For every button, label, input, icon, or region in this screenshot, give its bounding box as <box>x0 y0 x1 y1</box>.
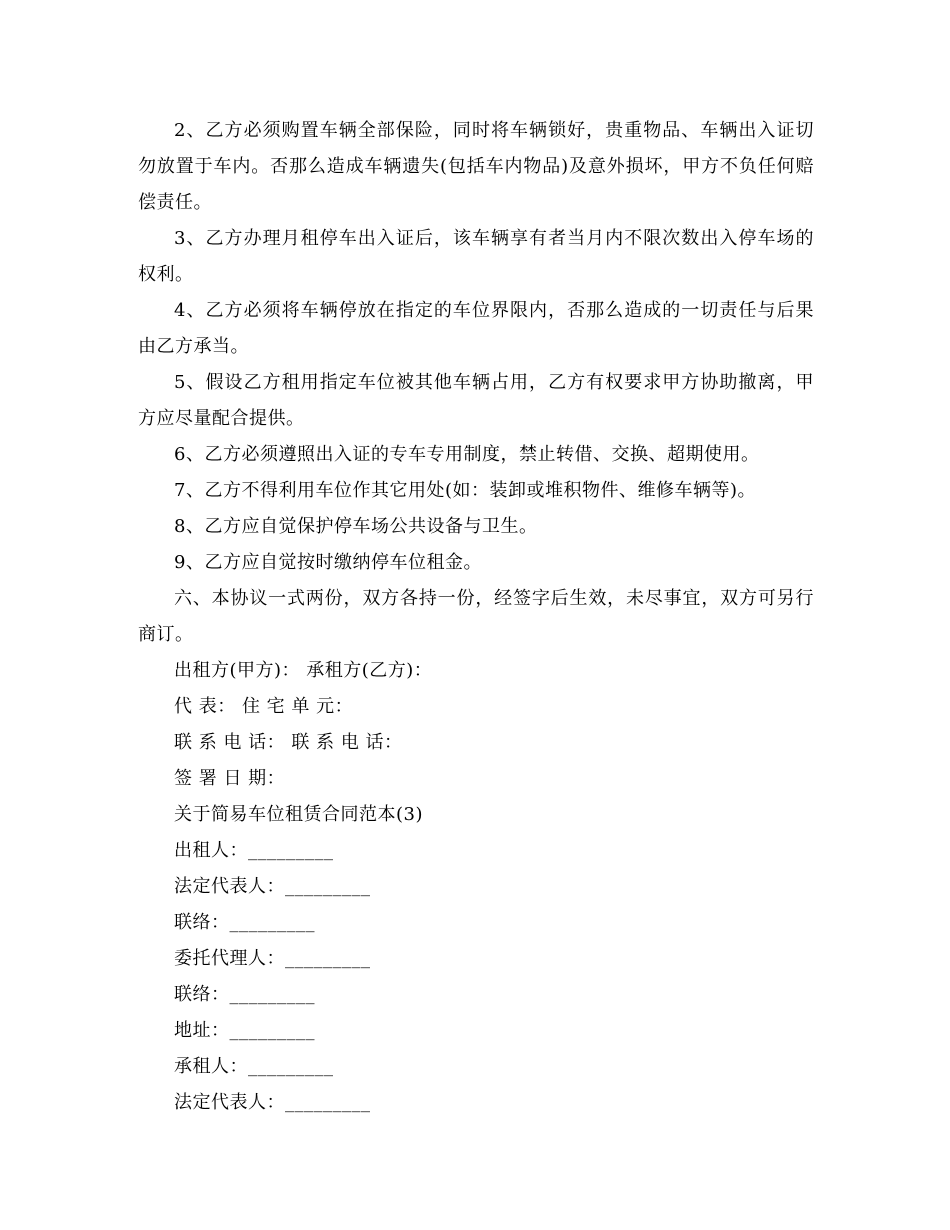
clause-8: 8、乙方应自觉保护停车场公共设备与卫生。 <box>174 516 538 537</box>
document-body <box>138 113 814 1121</box>
field-lessor-legal-rep: 法定代表人：_________ <box>174 876 371 897</box>
field-authorized-agent: 委托代理人：_________ <box>174 948 371 969</box>
signature-representative: 代 表： 住 宅 单 元： <box>174 696 354 717</box>
field-lessor-contact: 联络：_________ <box>174 912 315 933</box>
signature-parties: 出租方(甲方)： 承租方(乙方)： <box>174 660 433 681</box>
clause-5: 5、假设乙方租用指定车位被其他车辆占用，乙方有权要求甲方协助撤离，甲方应尽量配合提供。 <box>138 372 814 429</box>
field-agent-contact: 联络：_________ <box>174 984 315 1005</box>
signature-phone: 联 系 电 话： 联 系 电 话： <box>174 732 403 753</box>
clause-9: 9、乙方应自觉按时缴纳停车位租金。 <box>174 552 482 573</box>
clause-2: 2、乙方必须购置车辆全部保险，同时将车辆锁好，贵重物品、车辆出入证切勿放置于车内。否那么造成车辆遗失(包括车内物品)及意外损坏，甲方不负任何赔偿责任。 <box>138 120 814 213</box>
field-address: 地址：_________ <box>174 1020 315 1041</box>
clause-7: 7、乙方不得利用车位作其它用处(如：装卸或堆积物件、维修车辆等)。 <box>174 480 756 501</box>
field-lessee: 承租人：_________ <box>174 1056 334 1077</box>
clause-6: 6、乙方必须遵照出入证的专车专用制度，禁止转借、交换、超期使用。 <box>174 444 760 465</box>
field-lessee-legal-rep: 法定代表人：_________ <box>174 1092 371 1113</box>
clause-3: 3、乙方办理月租停车出入证后，该车辆享有者当月内不限次数出入停车场的权利。 <box>138 228 814 285</box>
section-six-clause: 六、本协议一式两份，双方各持一份，经签字后生效，未尽事宜，双方可另行商订。 <box>138 588 814 645</box>
clause-4: 4、乙方必须将车辆停放在指定的车位界限内，否那么造成的一切责任与后果由乙方承当。 <box>138 300 814 357</box>
signature-date: 签 署 日 期： <box>174 768 286 789</box>
field-lessor: 出租人：_________ <box>174 840 334 861</box>
section-title: 关于简易车位租赁合同范本(3) <box>174 804 423 825</box>
